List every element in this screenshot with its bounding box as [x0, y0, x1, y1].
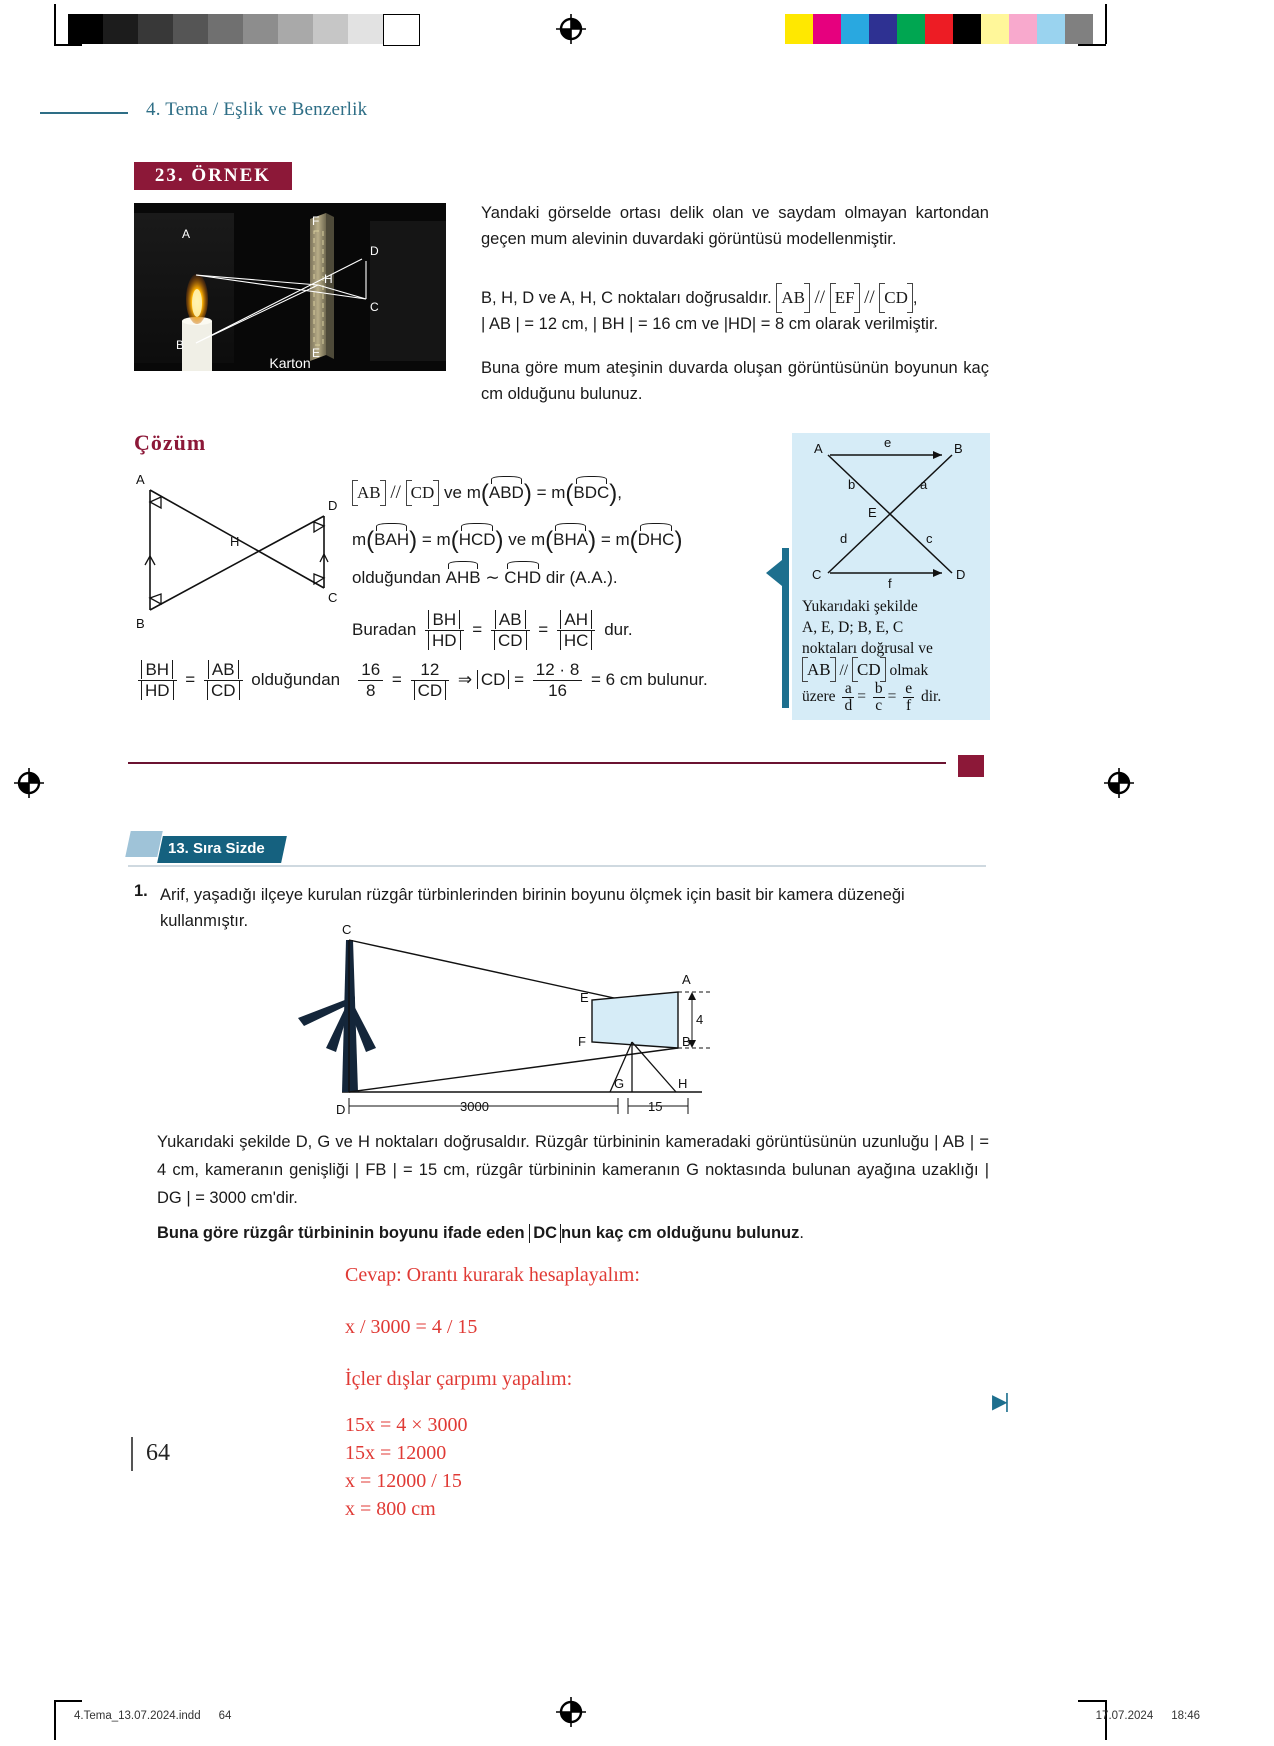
svg-text:C: C — [342, 922, 352, 937]
solution-line-5: $\frac{BH}{HD}$ = $\frac{AB}{CD}$ olduğundan $\frac{16}{8}$ = $\frac{12}{CD}$ ⇒ CD = $\frac{12 \cdot 8}{16}$ = 6 cm bulunur. — [134, 660, 708, 701]
crop-mark-bl-v — [54, 1700, 56, 1740]
svg-text:A: A — [136, 472, 145, 487]
segment-ef: EF — [830, 285, 860, 311]
color-swatch-10 — [1065, 14, 1093, 44]
num-12: 12 — [411, 660, 450, 681]
ratio-e-f — [903, 681, 914, 714]
ratio-b: b — [874, 680, 883, 697]
segment-ab: AB — [776, 285, 810, 311]
footer-time: 18:46 — [1171, 1710, 1200, 1722]
sira-sizde-tab-accent — [125, 831, 163, 857]
svg-text:f: f — [888, 576, 892, 591]
infobox-line-4 — [802, 659, 982, 681]
svg-text:H: H — [230, 534, 240, 549]
svg-text:E: E — [312, 346, 321, 360]
svg-text:A: A — [814, 441, 823, 456]
svg-text:D: D — [956, 567, 966, 582]
angle-bha: BHA — [553, 527, 588, 551]
gray-swatch-3 — [173, 14, 208, 44]
abs-hd: HD — [428, 631, 461, 650]
ratio-f: f — [906, 697, 912, 714]
color-calibration-bar — [785, 14, 1093, 44]
crop-mark-tr-v — [1105, 4, 1107, 44]
sol-seg-cd: CD — [406, 482, 440, 504]
registration-target-left — [14, 768, 44, 798]
fraction-ab-cd-2 — [204, 660, 243, 701]
fraction-ab-cd — [491, 610, 530, 651]
angle-hcd: HCD — [459, 527, 496, 551]
color-swatch-5 — [925, 14, 953, 44]
svg-text:B: B — [136, 616, 145, 631]
gray-swatch-5 — [243, 14, 278, 44]
infobox-arrow-icon — [766, 560, 782, 586]
implies-symbol: ⇒ — [457, 669, 473, 689]
answer-line-4: 15x = 4 × 3000 — [345, 1414, 468, 1436]
solution-line-1: AB // CD ve m(ABD) = m(BDC), — [352, 480, 622, 505]
svg-text:B: B — [682, 1034, 691, 1049]
abs-ab: AB — [495, 610, 526, 629]
svg-text:B: B — [176, 338, 185, 352]
sol-ve: ve m — [508, 530, 546, 549]
den-8: 8 — [366, 681, 376, 700]
segment-cd: CD — [879, 285, 913, 311]
svg-text:B: B — [954, 441, 963, 456]
solution-line-4: Buradan $\frac{BH}{HD}$ = $\frac{AB}{CD}$ = $\frac{AH}{HC}$ dur. — [352, 610, 633, 650]
abs-cd: CD — [494, 631, 527, 650]
problem-prompt — [157, 1220, 989, 1246]
info-line5-end: dir. — [920, 688, 942, 706]
solution-heading: Çözüm — [134, 430, 207, 455]
infobox-text — [802, 596, 982, 714]
section-divider-square — [958, 755, 984, 777]
gray-swatch-7 — [313, 14, 348, 44]
color-swatch-8 — [1009, 14, 1037, 44]
gray-swatch-8 — [348, 14, 383, 44]
abs-cd-2: CD — [207, 681, 240, 700]
footer-right — [1096, 1710, 1200, 1722]
crop-mark-br-h — [1078, 1700, 1106, 1702]
abs-hc: HC — [560, 631, 593, 650]
ratio-e: e — [905, 680, 913, 697]
abs-ab-2: AB — [208, 660, 239, 679]
info-line4-end: olmak — [889, 662, 929, 679]
abs-hd-2: HD — [141, 681, 174, 700]
svg-text:F: F — [312, 214, 320, 228]
angle-bah: BAH — [374, 527, 409, 551]
svg-text:b: b — [848, 477, 856, 492]
svg-text:e: e — [884, 435, 892, 450]
num-16: 16 — [358, 660, 383, 681]
abs-bh: BH — [428, 610, 460, 629]
fraction-bh-hd — [425, 610, 464, 651]
sol-line1-end: , — [617, 483, 623, 502]
solution-figure — [128, 470, 348, 650]
crop-mark-tr-h — [1078, 44, 1106, 46]
next-page-marker-icon: ▶| — [992, 1391, 1007, 1413]
svg-text:H: H — [324, 272, 333, 286]
gray-swatch-1 — [103, 14, 138, 44]
gray-swatch-4 — [208, 14, 243, 44]
color-swatch-0 — [785, 14, 813, 44]
footer-filepage: 64 — [218, 1710, 232, 1722]
sol-eq-2: = m — [600, 530, 630, 549]
sol-line1-eq: = m — [536, 483, 566, 502]
prompt-period: . — [799, 1224, 804, 1242]
turbine-camera-figure — [280, 920, 730, 1120]
example-p2-prefix: B, H, D ve A, H, C noktaları doğrusaldır. — [481, 289, 772, 307]
footer-filename: 4.Tema_13.07.2024.indd — [74, 1710, 201, 1722]
fraction-12-cd — [411, 660, 450, 701]
question-number: 1. — [134, 882, 148, 900]
color-swatch-6 — [953, 14, 981, 44]
crop-mark-tl-v — [54, 4, 56, 44]
grayscale-calibration-bar — [68, 14, 420, 46]
svg-text:E: E — [580, 990, 589, 1005]
solution-line-2: m(BAH) = m(HCD) ve m(BHA) = m(DHC) — [352, 527, 683, 554]
info-seg-ab: AB — [802, 659, 836, 680]
gray-swatch-2 — [138, 14, 173, 44]
breadcrumb: 4. Tema / Eşlik ve Benzerlik — [146, 99, 368, 120]
ratio-c: c — [875, 697, 883, 714]
footer-left — [74, 1710, 231, 1722]
parallel-symbol-2: // — [864, 287, 875, 308]
section-divider — [128, 762, 946, 764]
example-paragraph-2: B, H, D ve A, H, C noktaları doğrusaldır. AB // EF // CD , | AB | = 12 cm, | BH | = 16 cm ve |HD| = 8 cm olarak verilmiştir. — [481, 287, 939, 333]
triangle-chd: CHD — [504, 565, 541, 589]
abs-ah: AH — [560, 610, 592, 629]
gray-swatch-6 — [278, 14, 313, 44]
infobox-figure — [792, 433, 990, 593]
infobox-line-1: Yukarıdaki şekilde — [802, 598, 918, 615]
footer-date: 17.07.2024 — [1095, 1710, 1154, 1722]
color-swatch-4 — [897, 14, 925, 44]
sol-line3-post: dir (A.A.). — [545, 568, 618, 587]
svg-text:A: A — [182, 227, 191, 241]
info-line5-pre: üzere — [802, 688, 836, 706]
sol-line4-post: dur. — [604, 619, 633, 639]
svg-text:D: D — [370, 244, 379, 258]
prompt-part-b: nun kaç cm olduğunu bulunuz — [561, 1224, 800, 1242]
sol-eq-1: = m — [421, 530, 451, 549]
infobox-line-5: üzere $\frac{a}{d}$ = $\frac{b}{c}$ = $\frac{e}{f}$ dir. — [802, 680, 942, 714]
infobox-tab — [782, 548, 789, 708]
abs-dc: DC — [529, 1224, 561, 1243]
svg-text:H: H — [678, 1076, 688, 1091]
gray-swatch-0 — [68, 14, 103, 44]
svg-text:C: C — [370, 300, 379, 314]
svg-text:3000: 3000 — [460, 1099, 489, 1114]
sol-seg-ab: AB — [352, 482, 386, 504]
ratio-a: a — [842, 681, 854, 698]
question-text: Arif, yaşadığı ilçeye kurulan rüzgâr türbinlerinden birinin boyunu ölçmek için basit bir kamera düzeneği kullanmıştır. — [160, 886, 905, 930]
answer-line-6: x = 12000 / 15 — [345, 1470, 462, 1492]
sira-sizde-rule — [128, 865, 986, 867]
sol-line3-pre: olduğundan — [352, 568, 441, 587]
svg-text:4: 4 — [696, 1012, 704, 1027]
answer-line-7: x = 800 cm — [345, 1498, 436, 1520]
infobox-line-2: A, E, D; B, E, C — [802, 619, 904, 636]
svg-text:D: D — [328, 498, 338, 513]
answer-line-3: İçler dışlar çarpımı yapalım: — [345, 1368, 573, 1390]
fraction-bh-hd-2 — [138, 660, 177, 701]
example-paragraph-1: Yandaki görselde ortası delik olan ve saydam olmayan kartondan geçen mum alevinin duvardaki görüntüsü modellenmiştir. — [481, 204, 989, 248]
parallel-symbol-1: // — [814, 287, 826, 308]
num-12x8: 12 · 8 — [533, 660, 582, 681]
angle-dhc: DHC — [638, 527, 675, 551]
answer-line-2: x / 3000 = 4 / 15 — [345, 1316, 478, 1338]
den-16: 16 — [548, 681, 567, 700]
photo-caption-karton: Karton — [269, 355, 311, 371]
color-swatch-2 — [841, 14, 869, 44]
gray-swatch-9 — [383, 14, 420, 46]
abs-bh-2: BH — [141, 660, 173, 679]
sol-line1-mid: ve m — [444, 483, 481, 502]
triangle-ahb: AHB — [446, 565, 481, 589]
page-number: 64 — [146, 1440, 170, 1466]
sira-sizde-label: 13. Sıra Sizde — [168, 840, 265, 857]
svg-text:G: G — [614, 1076, 625, 1091]
color-swatch-1 — [813, 14, 841, 44]
svg-text:15: 15 — [648, 1099, 663, 1114]
sol-result: = 6 cm bulunur. — [591, 669, 708, 689]
info-box — [792, 433, 990, 720]
svg-text:A: A — [682, 972, 691, 987]
registration-target-top — [556, 14, 586, 44]
abs-cd-3: CD — [414, 681, 447, 700]
answer-line-1: Cevap: Orantı kurarak hesaplayalım: — [345, 1264, 640, 1286]
svg-text:F: F — [578, 1034, 586, 1049]
svg-text:a: a — [920, 477, 928, 492]
infobox-line-3: noktaları doğrusal ve — [802, 640, 933, 657]
ratio-a-d — [842, 681, 854, 714]
fraction-12x8-16 — [533, 660, 582, 701]
svg-text:d: d — [840, 531, 848, 546]
example-badge: 23. ÖRNEK — [134, 162, 292, 190]
color-swatch-7 — [981, 14, 1009, 44]
sol-line4-pre: Buradan — [352, 619, 417, 639]
angle-bdc: BDC — [573, 480, 609, 504]
info-seg-cd: CD — [852, 659, 886, 680]
crop-mark-bl-h — [54, 1700, 82, 1702]
sol-m-1: m — [352, 530, 367, 549]
ratio-d: d — [844, 697, 853, 714]
ratio-b-c — [873, 681, 885, 714]
header-rule — [40, 112, 128, 114]
fraction-ah-hc — [557, 610, 596, 651]
page-number-rule — [131, 1437, 133, 1471]
prompt-part-a: Buna göre rüzgâr türbininin boyunu ifade eden — [157, 1224, 530, 1242]
sol-line5-mid: olduğundan — [251, 669, 341, 689]
color-swatch-9 — [1037, 14, 1065, 44]
example-paragraph-3: Buna göre mum ateşinin duvarda oluşan görüntüsünün boyunun kaç cm olduğunu bulunuz. — [481, 359, 989, 403]
solution-line-3 — [352, 565, 618, 589]
svg-text:C: C — [328, 590, 338, 605]
registration-target-bottom — [556, 1697, 586, 1727]
color-swatch-3 — [869, 14, 897, 44]
abs-cd-4: CD — [477, 670, 510, 689]
example-p2-measures: | AB | = 12 cm, | BH | = 16 cm ve |HD| = 8 cm olarak verilmiştir. — [481, 315, 939, 333]
problem-description: Yukarıdaki şekilde D, G ve H noktaları doğrusaldır. Rüzgâr türbininin kameradaki görüntüsünün uzunluğu | AB | = 4 cm, kameranın genişliği | FB | = 15 cm, rüzgâr türbininin kameranın G noktasında bulunan ayağına uzaklığı | DG | = 3000 cm'dir. — [157, 1133, 989, 1207]
svg-text:c: c — [926, 531, 933, 546]
candle-projection-photo — [134, 203, 446, 371]
similar-symbol: ∼ — [485, 568, 500, 587]
svg-text:D: D — [336, 1102, 346, 1117]
svg-text:E: E — [868, 505, 877, 520]
answer-line-5: 15x = 12000 — [345, 1442, 447, 1464]
svg-text:C: C — [812, 567, 822, 582]
angle-abd: ABD — [489, 480, 524, 504]
sol-parallel-1: // — [390, 482, 401, 503]
registration-target-right — [1104, 768, 1134, 798]
info-parallel: // — [839, 662, 849, 679]
fraction-16-8 — [358, 660, 383, 701]
